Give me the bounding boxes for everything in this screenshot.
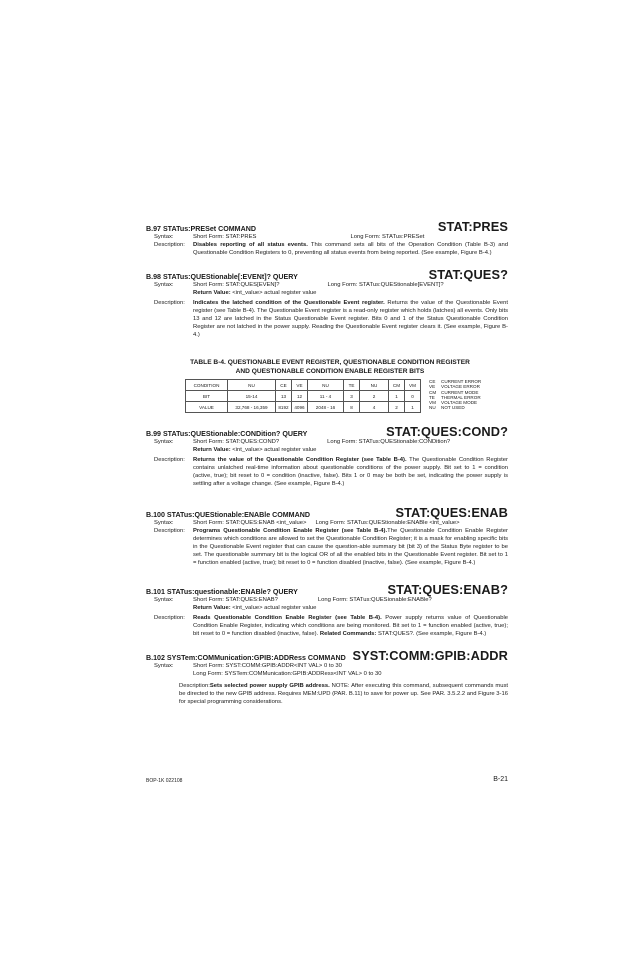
description-bold: Disables reporting of all status events. bbox=[193, 242, 308, 248]
related-commands-label: Related Commands: bbox=[319, 631, 377, 637]
description-text: Power supply returns value of Questionable Condition Enable Register, indicating which conditions are being monitored. Bit set to 1 = function enabled (active, true); bit reset to 0 = function disabled (inactive, false). bbox=[193, 615, 508, 637]
section-heading: B.100 STATus:QUEStionable:ENABle COMMAND bbox=[146, 511, 310, 519]
section-b100 bbox=[146, 505, 508, 567]
section-heading: B.101 STATus:questionable:ENABle? QUERY bbox=[146, 588, 298, 596]
description-bold: Indicates the latched condition of the Questionable Event register. bbox=[193, 300, 385, 306]
table-title: TABLE B-4. QUESTIONABLE EVENT REGISTER, QUESTIONABLE CONDITION REGISTER AND QUESTIONABLE CONDITION ENABLE REGISTER BITS bbox=[190, 359, 470, 375]
description-label: Description: bbox=[179, 683, 210, 689]
short-form: Short Form: STAT:PRES bbox=[193, 234, 257, 240]
short-form: Short Form: SYST:COMM:GPIB:ADDR<INT VAL> 0 to 30 bbox=[193, 663, 342, 669]
short-form: Short Form: STAT:QUES:ENAB <int_value> bbox=[193, 520, 307, 526]
long-form: Long Form: STATus:QUEStionable:ENABle <int_value> bbox=[315, 520, 460, 526]
return-label: Return Value: bbox=[193, 447, 231, 453]
command-mnemonic: SYST:COMM:GPIB:ADDR bbox=[352, 648, 508, 663]
description-bold: Programs Questionable Condition Enable Register (see Table B-4). bbox=[193, 528, 388, 534]
syntax-label: Syntax: bbox=[154, 282, 174, 288]
long-form: Long Form: STATus:QUEStionable[EVENT]? bbox=[327, 282, 444, 288]
command-mnemonic: STAT:QUES:COND? bbox=[386, 424, 508, 439]
description-bold: Reads Questionable Condition Enable Register (see Table B-4). bbox=[193, 615, 382, 621]
description-label: Description: bbox=[154, 615, 185, 621]
description-bold: Sets selected power supply GPIB address. bbox=[209, 683, 330, 689]
return-label: Return Value: bbox=[193, 605, 231, 611]
section-heading: B.98 STATus:QUEStionable[:EVENt]? QUERY bbox=[146, 273, 298, 281]
return-text: <int_value> actual register value bbox=[230, 605, 317, 611]
section-heading: B.97 STATus:PRESet COMMAND bbox=[146, 225, 256, 233]
syntax-label: Syntax: bbox=[154, 597, 174, 603]
syntax-label: Syntax: bbox=[154, 520, 174, 526]
table-row: CONDITION NU CE VE NU TE NU CM VM bbox=[186, 380, 421, 391]
section-b99 bbox=[146, 424, 508, 488]
table-row: BIT 15-14 13 12 11 - 4 3 2 1 0 bbox=[186, 391, 421, 402]
description-text: The Questionable Condition Enable Register determines which conditions are allowed to set the Questionable Condition Register; it is a mask for enabling specific bits in the Questionable Event register that can cause the question-able summary bit (bit 3) of the Status Byte register to be set. The questionable summary bit is the logical OR of all the enabled bits in the Questionable Event register. Bit set to 1 = function enabled (active, true); bit reset to 0 = function disabled (inactive, false). (See example, Figure B-4.) bbox=[193, 528, 508, 566]
section-b97 bbox=[146, 219, 508, 257]
command-mnemonic: STAT:QUES? bbox=[428, 267, 508, 282]
table-row: VALUE 32,768 - 16,359 8192 4096 2048 - 16 8 4 2 1 bbox=[186, 402, 421, 413]
return-text: <int_value> actual register value bbox=[230, 447, 317, 453]
register-bits-table bbox=[185, 379, 421, 413]
return-label: Return Value: bbox=[193, 290, 231, 296]
footer-doc-id: BOP-1K 022108 bbox=[146, 778, 183, 784]
command-mnemonic: STAT:QUES:ENAB? bbox=[387, 582, 508, 597]
description-label: Description: bbox=[154, 528, 185, 534]
long-form: Long Form: STATus:QUESionable:ENABle? bbox=[317, 597, 432, 603]
command-mnemonic: STAT:QUES:ENAB bbox=[395, 505, 508, 520]
short-form: Short Form: STAT:QUES[EVEN]? bbox=[193, 282, 280, 288]
syntax-label: Syntax: bbox=[154, 663, 174, 669]
section-heading: B.102 SYSTem:COMMunication:GPIB:ADDRess COMMAND bbox=[146, 654, 346, 662]
section-b98 bbox=[146, 267, 508, 339]
short-form: Short Form: STAT:QUES:ENAB? bbox=[193, 597, 278, 603]
return-text: <int_value> actual register value bbox=[230, 290, 317, 296]
section-b102 bbox=[146, 648, 508, 706]
syntax-label: Syntax: bbox=[154, 439, 174, 445]
long-form: Long Form: STATus:PRESet bbox=[350, 234, 425, 240]
command-mnemonic: STAT:PRES bbox=[437, 219, 508, 234]
description-text: This command sets all bits of the Operation Condition (Table B-3) and Questionable Condition Registers to 0, preventing all status events from being reported. (See example, Figure B-4.) bbox=[193, 242, 508, 256]
table-legend: CE CURRENT ERROR VE VOLTAGE ERROR CM CURRENT MODE TE THERMAL ERROR VM VOLTAGE MODE NU NOT USED bbox=[429, 379, 482, 411]
syntax-label: Syntax: bbox=[154, 234, 174, 240]
section-b101 bbox=[146, 582, 508, 638]
page-number: B-21 bbox=[493, 776, 508, 783]
long-form: Long Form: SYSTem:COMMunication:GPIB:ADDRess<INT VAL> 0 to 30 bbox=[193, 671, 382, 677]
short-form: Short Form: STAT:QUES:COND? bbox=[193, 439, 280, 445]
description-text: The Questionable Condition Register contains unlatched real-time information about questionable conditions of the power supply. Bit set to 1 = condition (active, true); bit reset to 0 = condition (inactive, false). Bits 1 or 0 may be both be set, indicating the power supply is settling after a voltage change. (See example, Figure B-4.) bbox=[193, 457, 508, 487]
description-text: NOTE: After executing this command, subsequent commands must be directed to the new GPIB address. Requires MEM:UPD (PAR. B.11) to save for power up. See PAR. 3.5.2.2 and Figure 3-16 for special programming considerations. bbox=[179, 683, 509, 705]
description-bold: Returns the value of the Questionable Condition Register (see Table B-4). bbox=[193, 457, 407, 463]
description-label: Description: bbox=[154, 457, 185, 463]
description-label: Description: bbox=[154, 300, 185, 306]
section-heading: B.99 STATus:QUEStionable:CONDition? QUERY bbox=[146, 430, 308, 438]
description-text: Returns the value of the Questionable Event register (see Table B-4). The Questionable Event register is a read-only register which holds (latches) all events. Only bits 13 and 12 are latched in the Status Questionable Event register. Bits 0 and 1 of the Status Questionable Condition Register are not latched in the power supply. Reading the Questionable Event register clears it. (See example, Figure B-4.) bbox=[193, 300, 508, 338]
related-commands-text: STAT:QUES?. (See example, Figure B-4.) bbox=[376, 631, 487, 637]
long-form: Long Form: STATus:QUEStionable:CONDition? bbox=[327, 439, 451, 445]
description-label: Description: bbox=[154, 242, 185, 248]
